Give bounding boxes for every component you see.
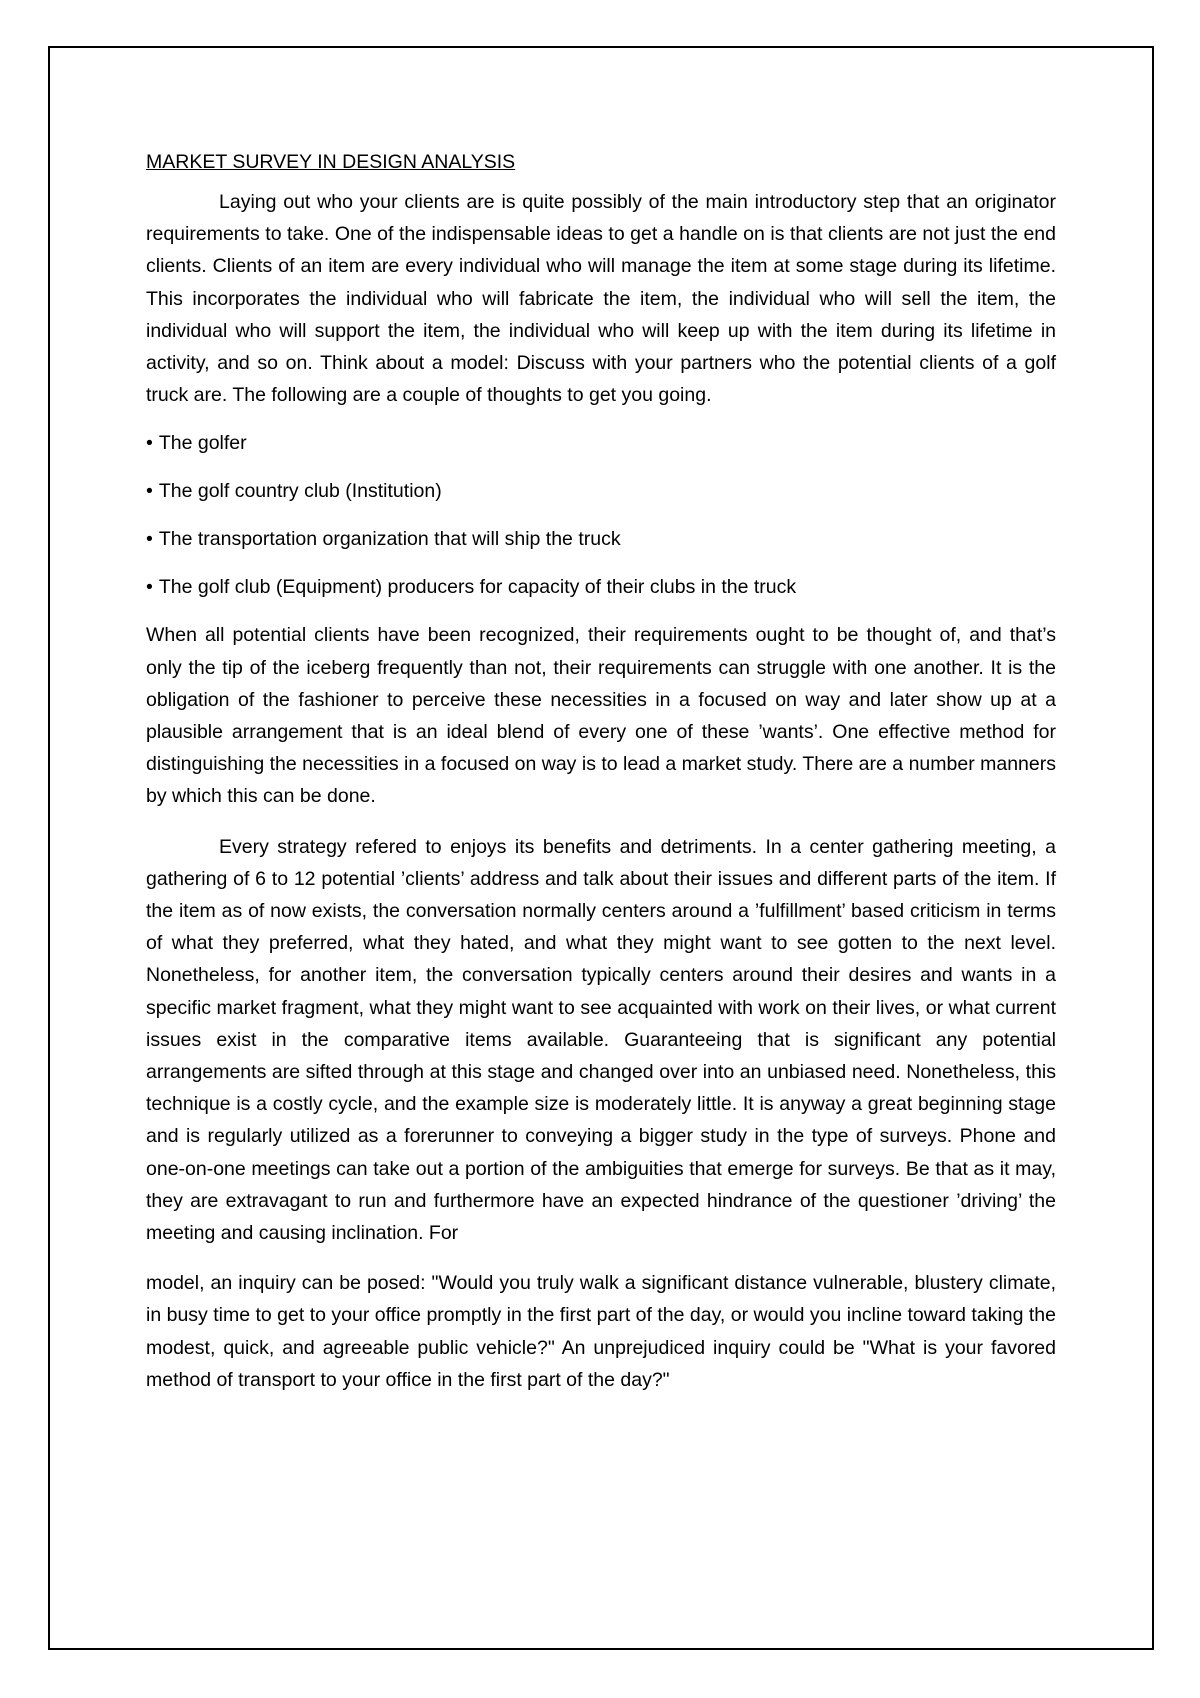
list-item-text: The transportation organization that will ship the truck [158, 528, 621, 551]
list-item-text: The golfer [158, 432, 247, 455]
bullet-list [146, 427, 1056, 603]
list-item [146, 571, 1056, 603]
list-item-text: The golf country club (Institution) [158, 480, 442, 503]
document-title: MARKET SURVEY IN DESIGN ANALYSIS [146, 151, 516, 173]
paragraph-4: model, an inquiry can be posed: "Would you truly walk a significant distance vulnerable, blustery climate, in busy time to get to your office promptly in the first part of the day, or would you incline toward taking the modest, quick, and agreeable public vehicle?" An unprejudiced inquiry could be "What is your favored method of transport to your office in the first part of the day?" [146, 1272, 1056, 1391]
bullet-point: • [146, 432, 153, 455]
list-item [146, 475, 1056, 507]
list-item [146, 427, 1056, 459]
bullet-point: • [146, 576, 153, 599]
paragraph-2: When all potential clients have been recognized, their requirements ought to be thought of, and that’s only the tip of the iceberg frequently than not, their requirements can struggle with one another. It is the obligation of the fashioner to perceive these necessities in a focused on way and later show up at a plausible arrangement that is an ideal blend of every one of these ’wants’. One effective method for distinguishing the necessities in a focused on way is to lead a market study. There are a number manners by which this can be done. [146, 624, 1056, 808]
list-item [146, 523, 1056, 555]
bullet-point: • [146, 480, 153, 503]
intro-paragraph: Laying out who your clients are is quite possibly of the main introductory step that an originator requirements to take. One of the indispensable ideas to get a handle on is that clients are not just the end clients. Clients of an item are every individual who will manage the item at some stage during its lifetime. This incorporates the individual who will fabricate the item, the individual who will sell the item, the individual who will support the item, the individual who will keep up with the item during its lifetime in activity, and so on. Think about a model: Discuss with your partners who the potential clients of a golf truck are. The following are a couple of thoughts to get you going. [146, 191, 1056, 407]
bullet-point: • [146, 528, 153, 551]
list-item-text: The golf club (Equipment) producers for capacity of their clubs in the truck [158, 576, 797, 599]
paragraph-3: Every strategy refered to enjoys its benefits and detriments. In a center gathering meeting, a gathering of 6 to 12 potential ’clients’ address and talk about their issues and different parts of the item. If the item as of now exists, the conversation normally centers around a ’fulfillment’ based criticism in terms of what they preferred, what they hated, and what they might want to see gotten to the next level. Nonetheless, for another item, the conversation typically centers around their desires and wants in a specific market fragment, what they might want to see acquainted with work on their lives, or what current issues exist in the comparative items available. Guaranteeing that is significant any potential arrangements are sifted through at this stage and changed over into an unbiased need. Nonetheless, this technique is a costly cycle, and the example size is moderately little. It is anyway a great beginning stage and is regularly utilized as a forerunner to conveying a bigger study in the type of surveys. Phone and one-on-one meetings can take out a portion of the ambiguities that emerge for surveys. Be that as it may, they are extravagant to run and furthermore have an expected hindrance of the questioner ’driving’ the meeting and causing inclination. For [146, 835, 1056, 1245]
document-body [146, 146, 1056, 1396]
